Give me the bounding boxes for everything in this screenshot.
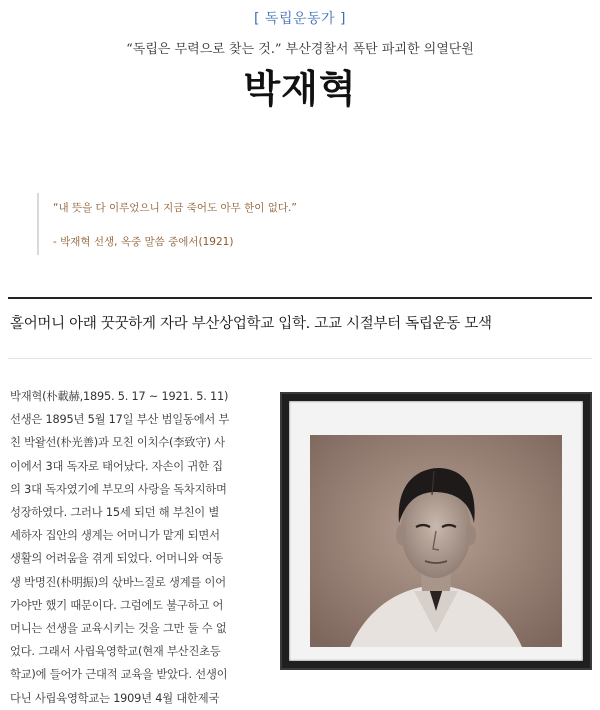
body-line: 생활의 어려움을 겪게 되었다. 어머니와 여동 <box>10 552 224 566</box>
body-line: 이에서 3대 독자로 태어났다. 자손이 귀한 집 <box>10 459 223 473</box>
page-subtitle: “독립은 무력으로 찾는 것.” 부산경찰서 폭탄 파괴한 의열단원 <box>126 42 474 57</box>
body-line: 세하자 집안의 생계는 어머니가 맡게 되면서 <box>10 529 220 543</box>
body-line: 가야만 했기 때문이다. 그럼에도 불구하고 어 <box>10 598 224 612</box>
body-line: 친 박왈선(朴光善)과 모친 이치수(李致守) 사 <box>10 436 225 450</box>
portrait-illustration <box>310 435 562 647</box>
body-line: 선생은 1895년 5월 17일 부산 범일동에서 부 <box>10 413 230 427</box>
quote-source: - 박재혁 선생, 옥중 말씀 중에서(1921) <box>53 236 234 248</box>
quote-text: “내 뜻을 다 이루었으니 지금 죽어도 아무 한이 없다.” <box>53 202 297 214</box>
body-line: 박재혁(朴載赫,1895. 5. 17 ~ 1921. 5. 11) <box>10 390 229 403</box>
body-line: 었다. 그래서 사립육영학교(현재 부산진초등 <box>10 645 221 659</box>
section-divider <box>8 297 592 299</box>
body-line: 다닌 사립육영학교는 1909년 4월 대한제국 <box>10 691 220 705</box>
portrait-photo <box>310 435 562 647</box>
section-heading: 홀어머니 아래 꿋꿋하게 자라 부산상업학교 입학. 고교 시절부터 독립운동 모색 <box>10 316 492 332</box>
page-title: 박재혁 <box>243 66 357 111</box>
body-line: 의 3대 독자였기에 부모의 사랑을 독차지하며 <box>10 482 227 496</box>
quote-block <box>37 193 583 255</box>
portrait-frame <box>280 392 592 670</box>
portrait-mat <box>289 401 583 661</box>
body-line: 생 박명진(朴明振)의 삯바느질로 생계를 이어 <box>10 575 226 589</box>
body-text <box>10 385 272 710</box>
body-line: 학교)에 들어가 근대적 교육을 받았다. 선생이 <box>10 668 228 682</box>
category-label: [ 독립운동가 ] <box>254 11 346 27</box>
heading-underline <box>8 358 592 359</box>
body-line: 성장하였다. 그러나 15세 되던 해 부친이 별 <box>10 506 220 520</box>
body-line: 머니는 선생을 교육시키는 것을 그만 둘 수 없 <box>10 622 227 636</box>
